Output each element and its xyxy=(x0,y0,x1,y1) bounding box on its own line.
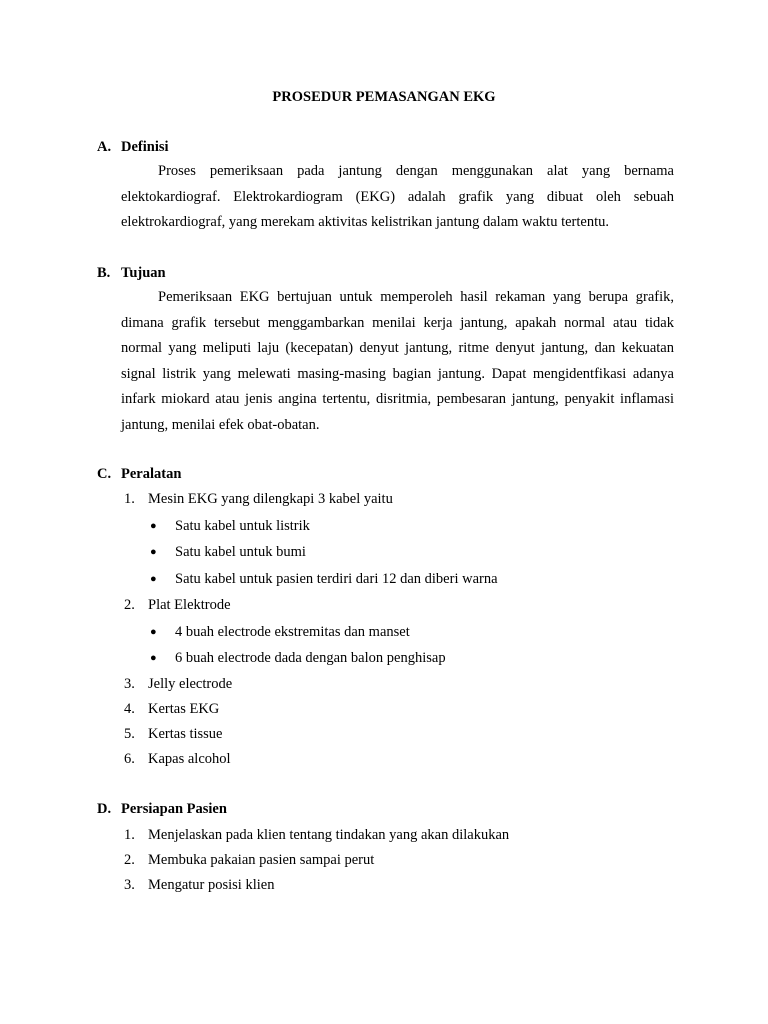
section-title: Peralatan xyxy=(121,466,182,482)
section-letter: B. xyxy=(97,265,111,281)
list-number: 2. xyxy=(124,852,135,868)
list-text: Kertas EKG xyxy=(148,701,220,717)
list-text: Jelly electrode xyxy=(148,676,233,692)
list-text: Mesin EKG yang dilengkapi 3 kabel yaitu xyxy=(148,491,393,507)
document-title: PROSEDUR PEMASANGAN EKG xyxy=(272,89,496,105)
bullet-text: 6 buah electrode dada dengan balon penghisap xyxy=(175,650,446,666)
bullet-icon: ● xyxy=(150,626,157,638)
bullet-text: Satu kabel untuk bumi xyxy=(175,544,306,560)
paragraph-text: Pemeriksaan EKG bertujuan untuk memperoleh hasil rekaman yang berupa grafik, dimana grafik tersebut menggambarkan menilai kerja jantung, apakah normal atau tidak normal yang meliputi laju (kecepatan) denyut jantung, ritme denyut jantung, dan kekuatan signal listrik yang melewati masing-masing bagian jantung. Dapat mengidentfikasi adanya infark miokard atau jenis angina tertentu, disritmia, pembesaran jantung, penyakit inflamasi jantung, menilai efek obat-obatan. xyxy=(121,289,674,433)
section-a-heading xyxy=(97,138,169,156)
bullet-text: Satu kabel untuk pasien terdiri dari 12 dan diberi warna xyxy=(175,571,498,587)
section-b-heading xyxy=(97,264,166,282)
bullet-icon: ● xyxy=(150,520,157,532)
section-c-heading xyxy=(97,465,181,483)
section-b-paragraph xyxy=(121,285,674,438)
list-text: Plat Elektrode xyxy=(148,597,231,613)
bullet-icon: ● xyxy=(150,652,157,664)
list-text: Menjelaskan pada klien tentang tindakan yang akan dilakukan xyxy=(148,827,510,843)
list-text: Kapas alcohol xyxy=(148,751,231,767)
list-text: Mengatur posisi klien xyxy=(148,877,275,893)
section-d-heading xyxy=(97,800,227,818)
list-number: 1. xyxy=(124,491,135,507)
list-text: Kertas tissue xyxy=(148,726,223,742)
section-letter: A. xyxy=(97,139,112,155)
bullet-icon: ● xyxy=(150,546,157,558)
list-number: 4. xyxy=(124,701,135,717)
list-number: 1. xyxy=(124,827,135,843)
bullet-icon: ● xyxy=(150,573,157,585)
list-text: Membuka pakaian pasien sampai perut xyxy=(148,852,375,868)
paragraph-text: Proses pemeriksaan pada jantung dengan menggunakan alat yang bernama elektokardiograf. Elektrokardiogram (EKG) adalah grafik yang dibuat oleh sebuah elektrokardiograf, yang merekam aktivitas kelistrikan jantung dalam waktu tertentu. xyxy=(121,163,674,230)
section-a-paragraph xyxy=(121,159,674,236)
list-number: 3. xyxy=(124,676,135,692)
section-letter: C. xyxy=(97,466,112,482)
section-letter: D. xyxy=(97,801,112,817)
bullet-text: 4 buah electrode ekstremitas dan manset xyxy=(175,624,410,640)
list-number: 5. xyxy=(124,726,135,742)
list-number: 3. xyxy=(124,877,135,893)
list-number: 2. xyxy=(124,597,135,613)
section-title: Definisi xyxy=(121,139,169,155)
list-number: 6. xyxy=(124,751,135,767)
section-title: Tujuan xyxy=(121,265,166,281)
bullet-text: Satu kabel untuk listrik xyxy=(175,518,310,534)
section-title: Persiapan Pasien xyxy=(121,801,227,817)
